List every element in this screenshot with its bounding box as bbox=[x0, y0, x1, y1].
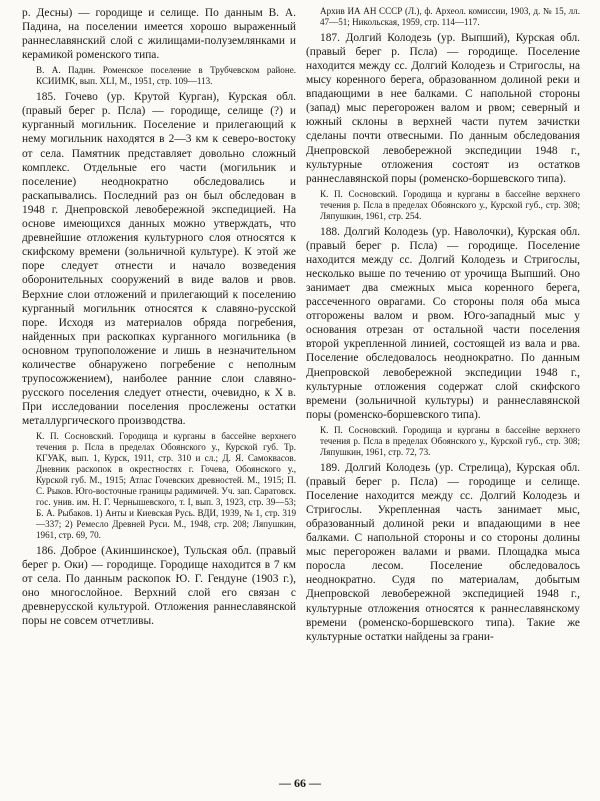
entry-187: 187. Долгий Колодезь (ур. Выпший), Курская обл. (правый берег р. Псла) — городище. Поселение находится между сс. Долгий Колодезь и Стригослы, на мысу коренного берега, образованном долиной реки и впадающими в нее балками. С напольной стороны (запад) мыс перегорожен валом и рвом; северный и южный склоны в верхней части путем зачистки сделаны почти отвесными. По данным обследования Днепровской левобережной экспедиции 1948 г., культурные отложения состоят из остатков раннеславянской поры (роменско-боршевского типа). bbox=[306, 31, 580, 185]
entry-185: 185. Гочево (ур. Крутой Курган), Курская обл. (правый берег р. Псла) — городище, селище (?) и курганный могильник. Поселение и прилегающий к нему могильник находятся в 2—3 км к северо-востоку от села. Памятник представляет довольно сложный комплекс. Отдельные его части (могильник и поселение) неоднократно обследовались и раскапывались. Последний раз он был обследован в 1948 г. Днепровской левобережной экспедицией. На основе имеющихся данных можно утверждать, что древнейшие отложения культурного слоя относятся к скифскому времени (зольничной культуре). К этой же поре следует отнести и начало возведения оборонительных сооружений в виде валов и рвов. Верхние слои отложений и прилегающий к поселению курганный могильник относятся к славяно-русской поре. Исходя из материалов обряда погребения, найденных при раскопках курганного могильника (в основном трупоположение и лишь в незначительном количестве обнаружено погребение с неполным трупосожжением), наиболее ранние слои славяно-русского поселения следует отнести, очевидно, к X в. При исследовании поселения прослежены остатки металлургического производства. bbox=[22, 91, 296, 428]
reference-187: К. П. Сосновский. Городища и курганы в бассейне верхнего течения р. Псла в пределах Обоянского у., Курской губ., стр. 308; Ляпушкин, 1961, стр. 254. bbox=[320, 188, 580, 221]
entry-186: 186. Доброе (Акиншинское), Тульская обл. (правый берег р. Оки) — городище. Городище находится в 7 км от села. По данным раскопок Ю. Г. Гендуне (1903 г.), оно многослойное. Верхний слой его связан с древнерусской культурой. Отложения раннеславянской поры не совсем отчетливы. bbox=[22, 544, 296, 627]
right-column bbox=[306, 6, 580, 644]
page-number: — 66 — bbox=[279, 776, 321, 790]
entry-189: 189. Долгий Колодезь (ур. Стрелица), Курская обл. (правый берег р. Псла) — городище и селище. Поселение находится между сс. Долгий Колодезь и Стригослы. Укрепленная часть занимает мыс, образованный долиной реки и впадающими в нее балками. С напольной стороны и со стороны долины мыс перегорожен валами и рвами. Площадка мыса поросла лесом. Поселение обследовалось неоднократно. Судя по материалам, добытым Днепровской левобережной экспедицией 1948 г., культурные отложения относятся к раннеславянскому времени (роменско-боршевского типа). Такие же культурные остатки найдены за грани- bbox=[306, 461, 580, 643]
entry-184-continuation: р. Десны) — городище и селище. По данным В. А. Падина, на поселении имеется хорошо выраженный раннеславянский слой с жилищами-полуземлянками и керамикой роменского типа. bbox=[22, 7, 296, 62]
entry-188: 188. Долгий Колодезь (ур. Наволочки), Курская обл. (правый берег р. Псла) — городище. Поселение находится между сс. Долгий Колодезь и Стригослы, несколько выше по течению от урочища Выпший. Оно занимает два смежных мыса коренного берега, рассеченного оврагами. Со стороны поля оба мыса отгорожены валом и рвом. Юго-западный мыс у основания отрезан от остальной части поселения второй укрепленной линией, состоящей из вала и рва. Поселение обследовалось неоднократно. По данным Днепровской левобережной экспедиции 1948 г., культурные отложения содержат слой скифского времени (зольничной культуры) и раннеславянской поры (роменско-боршевского типа). bbox=[306, 225, 580, 421]
reference-188: К. П. Сосновский. Городища и курганы в бассейне верхнего течения р. Псла в пределах Обоянского у., Курской губ., стр. 308; Ляпушкин, 1961, стр. 72, 73. bbox=[320, 424, 580, 457]
reference-184: В. А. Падин. Роменское поселение в Трубчевском районе. КСИИМК, вып. XLI, М., 1951, стр. 109—113. bbox=[36, 65, 296, 87]
reference-185: К. П. Сосновский. Городища и курганы в бассейне верхнего течения р. Псла в пределах Обоянского у., Курской губ. Тр. КГУАК, вып. 1, Курск, 1911, стр. 310 и сл.; Д. Я. Самоквасов. Дневник раскопок в окрестностях г. Гочева, Обоянского у., Курской губ. М., 1915; Атлас Гочевских древностей. М., 1915; П. С. Рыков. Юго-восточные границы радимичей. Уч. зап. Саратовск. гос. унив. им. Н. Г. Чернышевского, т. I, вып. 3, 1923, стр. 39—53; Б. А. Рыбаков. 1) Анты и Киевская Русь. ВДИ, 1939, № 1, стр. 319—337; 2) Ремесло Древней Руси. М., 1948, стр. 208; Ляпушкин, 1961, стр. 69, 70. bbox=[36, 431, 296, 540]
left-column bbox=[22, 6, 296, 628]
reference-186: Архив ИА АН СССР (Л.), ф. Археол. комиссии, 1903, д. № 15, лл. 47—51; Никольская, 1959, стр. 114—117. bbox=[320, 6, 580, 27]
